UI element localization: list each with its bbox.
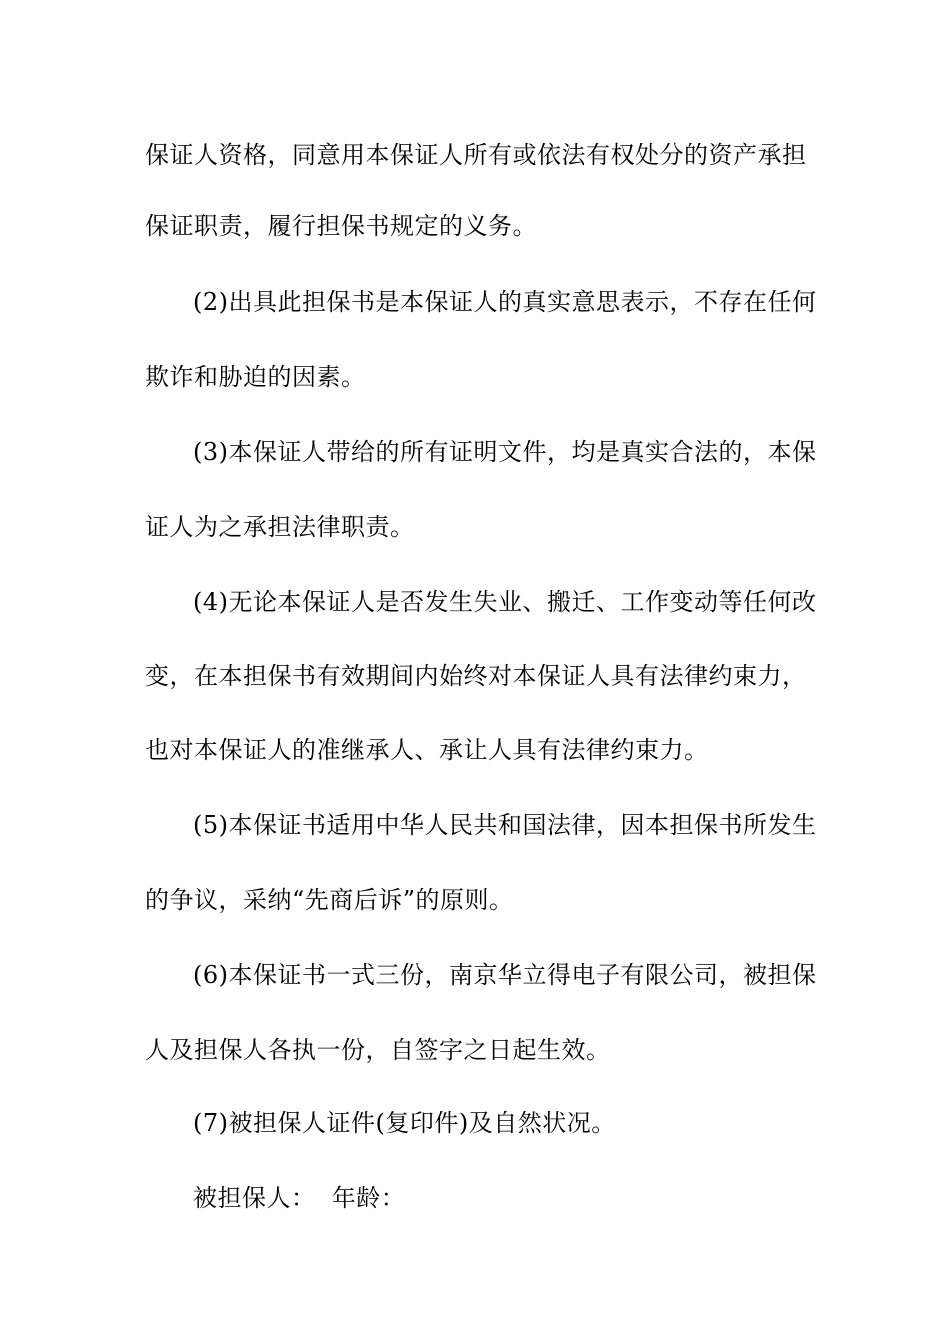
guaranteed-person-age-line: 被担保人： 年龄： <box>193 1184 406 1212</box>
clause-4-line-1: (4)无论本保证人是否发生失业、搬迁、工作变动等任何改 <box>193 588 817 616</box>
text-line-2: 保证职责，履行担保书规定的义务。 <box>145 212 537 240</box>
clause-5-line-2: 的争议，采纳“先商后诉”的原则。 <box>145 886 514 914</box>
clause-3-line-2: 证人为之承担法律职责。 <box>145 513 415 541</box>
clause-6-line-1: (6)本保证书一式三份，南京华立得电子有限公司，被担保 <box>193 961 817 989</box>
text-line-1: 保证人资格，同意用本保证人所有或依法有权处分的资产承担 <box>145 141 807 169</box>
clause-7-line: (7)被担保人证件(复印件)及自然状况。 <box>193 1109 616 1137</box>
clause-2-line-2: 欺诈和胁迫的因素。 <box>145 363 366 391</box>
clause-6-line-2: 人及担保人各执一份，自签字之日起生效。 <box>145 1036 611 1064</box>
clause-4-line-2: 变，在本担保书有效期间内始终对本保证人具有法律约束力， <box>145 662 807 690</box>
clause-3-line-1: (3)本保证人带给的所有证明文件，均是真实合法的，本保 <box>193 438 817 466</box>
clause-5-line-1: (5)本保证书适用中华人民共和国法律，因本担保书所发生 <box>193 811 817 839</box>
clause-4-line-3: 也对本保证人的准继承人、承让人具有法律约束力。 <box>145 736 709 764</box>
clause-2-line-1: (2)出具此担保书是本保证人的真实意思表示，不存在任何 <box>193 288 817 316</box>
